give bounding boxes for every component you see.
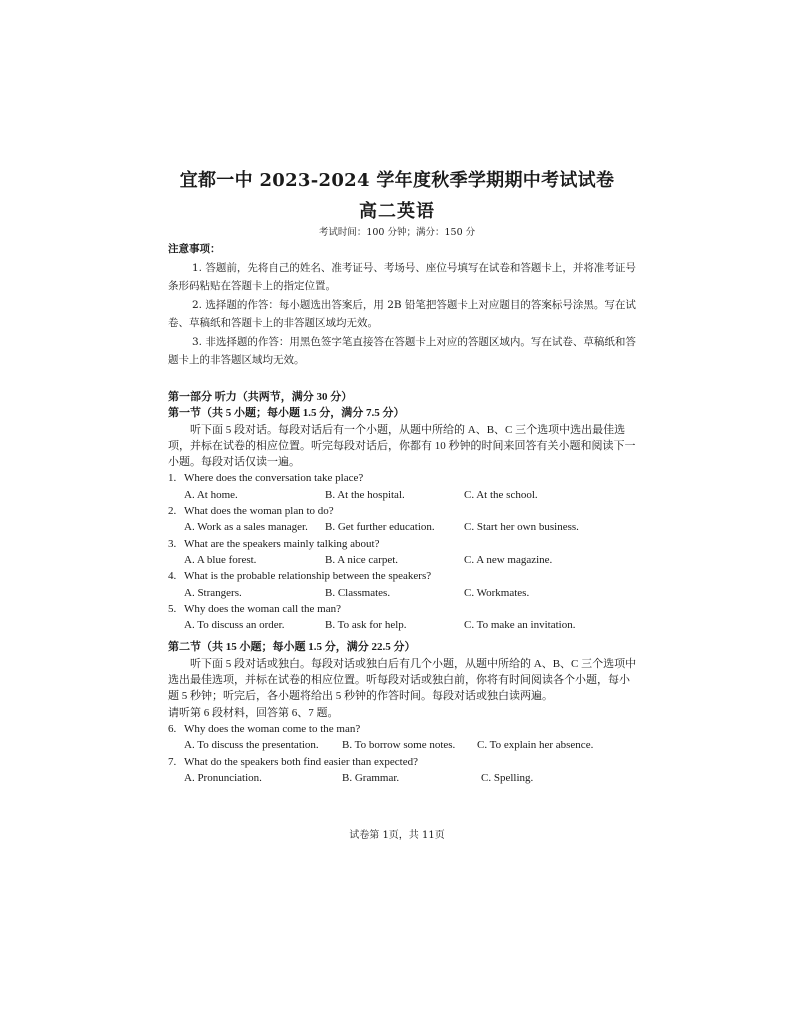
option-b: B. Grammar. [342, 771, 400, 784]
part-1-heading: 第一部分 听力（共两节，满分 30 分） [168, 391, 353, 403]
question-number: 3. [168, 537, 177, 550]
material-note: 请听第 6 段材料，回答第 6、7 题。 [168, 706, 339, 719]
option-row [168, 770, 638, 786]
exam-title: 宜都一中 2023-2024 学年度秋季学期期中考试试卷 [179, 170, 615, 191]
question [168, 568, 638, 584]
question [168, 754, 638, 770]
option-a: A. A blue forest. [184, 553, 257, 566]
question-text: Why does the woman come to the man? [184, 722, 361, 735]
question-number: 7. [168, 755, 177, 768]
option-a: A. Strangers. [184, 586, 242, 599]
note-item-3: 3. 非选择题的作答：用黑色签字笔直接答在答题卡上对应的答题区域内。写在试卷、草稿纸和答题卡上的非答题区域均无效。 [168, 335, 636, 366]
option-a: A. Pronunciation. [184, 771, 262, 784]
question-text: What is the probable relationship between the speakers? [184, 570, 432, 583]
option-a: A. To discuss an order. [184, 619, 285, 632]
option-c: C. A new magazine. [464, 553, 553, 566]
question-number: 2. [168, 505, 177, 518]
question-text: What does the woman plan to do? [184, 505, 334, 518]
question [168, 470, 638, 486]
option-c: C. Spelling. [481, 771, 534, 784]
option-row [168, 552, 638, 568]
question-number: 4. [168, 570, 177, 583]
section-2-instruction: 听下面 5 段对话或独白。每段对话或独白后有几个小题，从题中所给的 A、B、C 三个选项中选出最佳选项，并标在试卷的相应位置。听每段对话或独白前，你将有时间阅读各个小题，每小题 5 秒钟；听完后，各小题将给出 5 秒钟的作答时间。每段对话或独白读两遍。 [168, 657, 637, 703]
option-b: B. Classmates. [325, 586, 391, 599]
notes-heading: 注意事项： [168, 243, 221, 255]
question-number: 5. [168, 602, 177, 615]
question [168, 503, 638, 519]
option-c: C. At the school. [464, 488, 538, 501]
option-b: B. To borrow some notes. [342, 739, 456, 752]
note-item-2: 2. 选择题的作答：每小题选出答案后，用 2B 铅笔把答题卡上对应题目的答案标号涂黑。写在试卷、草稿纸和答题卡上的非答题区域均无效。 [168, 298, 636, 329]
exam-body [168, 389, 638, 786]
option-a: A. Work as a sales manager. [184, 521, 308, 534]
option-row [168, 617, 638, 633]
section-1-heading: 第一节（共 5 小题；每小题 1.5 分，满分 7.5 分） [168, 407, 405, 420]
option-c: C. To make an invitation. [464, 619, 576, 632]
section-1-instruction: 听下面 5 段对话。每段对话后有一个小题，从题中所给的 A、B、C 三个选项中选出最佳选项，并标在试卷的相应位置。听完每段对话后，你都有 10 秒钟的时间来回答有关小题和阅读下一小题。每段对话仅读一遍。 [168, 423, 636, 469]
option-row [168, 487, 638, 503]
option-row [168, 585, 638, 601]
exam-meta: 考试时间：100 分钟；满分：150 分 [318, 227, 476, 238]
question-text: What are the speakers mainly talking about? [184, 537, 380, 550]
option-b: B. At the hospital. [325, 488, 405, 501]
question-number: 1. [168, 472, 177, 485]
page-footer: 试卷第 1页，共 11页 [349, 830, 445, 841]
exam-subject: 高二英语 [359, 201, 435, 222]
question [168, 601, 638, 617]
option-row [168, 519, 638, 535]
option-b: B. A nice carpet. [325, 553, 399, 566]
note-item-1: 1. 答题前，先将自己的姓名、准考证号、考场号、座位号填写在试卷和答题卡上，并将准考证号条形码粘贴在答题卡上的指定位置。 [168, 261, 636, 292]
option-a: A. To discuss the presentation. [184, 739, 319, 752]
option-c: C. To explain her absence. [477, 739, 594, 752]
option-row [168, 737, 638, 753]
option-a: A. At home. [184, 488, 238, 501]
section-2-heading: 第二节（共 15 小题；每小题 1.5 分，满分 22.5 分） [168, 641, 416, 654]
option-c: C. Workmates. [464, 586, 530, 599]
question [168, 721, 638, 737]
question [168, 536, 638, 552]
option-c: C. Start her own business. [464, 521, 579, 534]
option-b: B. Get further education. [325, 521, 435, 534]
question-number: 6. [168, 722, 177, 735]
notes-block [168, 240, 638, 370]
question-text: Why does the woman call the man? [184, 602, 342, 615]
question-text: Where does the conversation take place? [184, 472, 364, 485]
option-b: B. To ask for help. [325, 619, 407, 632]
question-text: What do the speakers both find easier than expected? [184, 755, 418, 768]
